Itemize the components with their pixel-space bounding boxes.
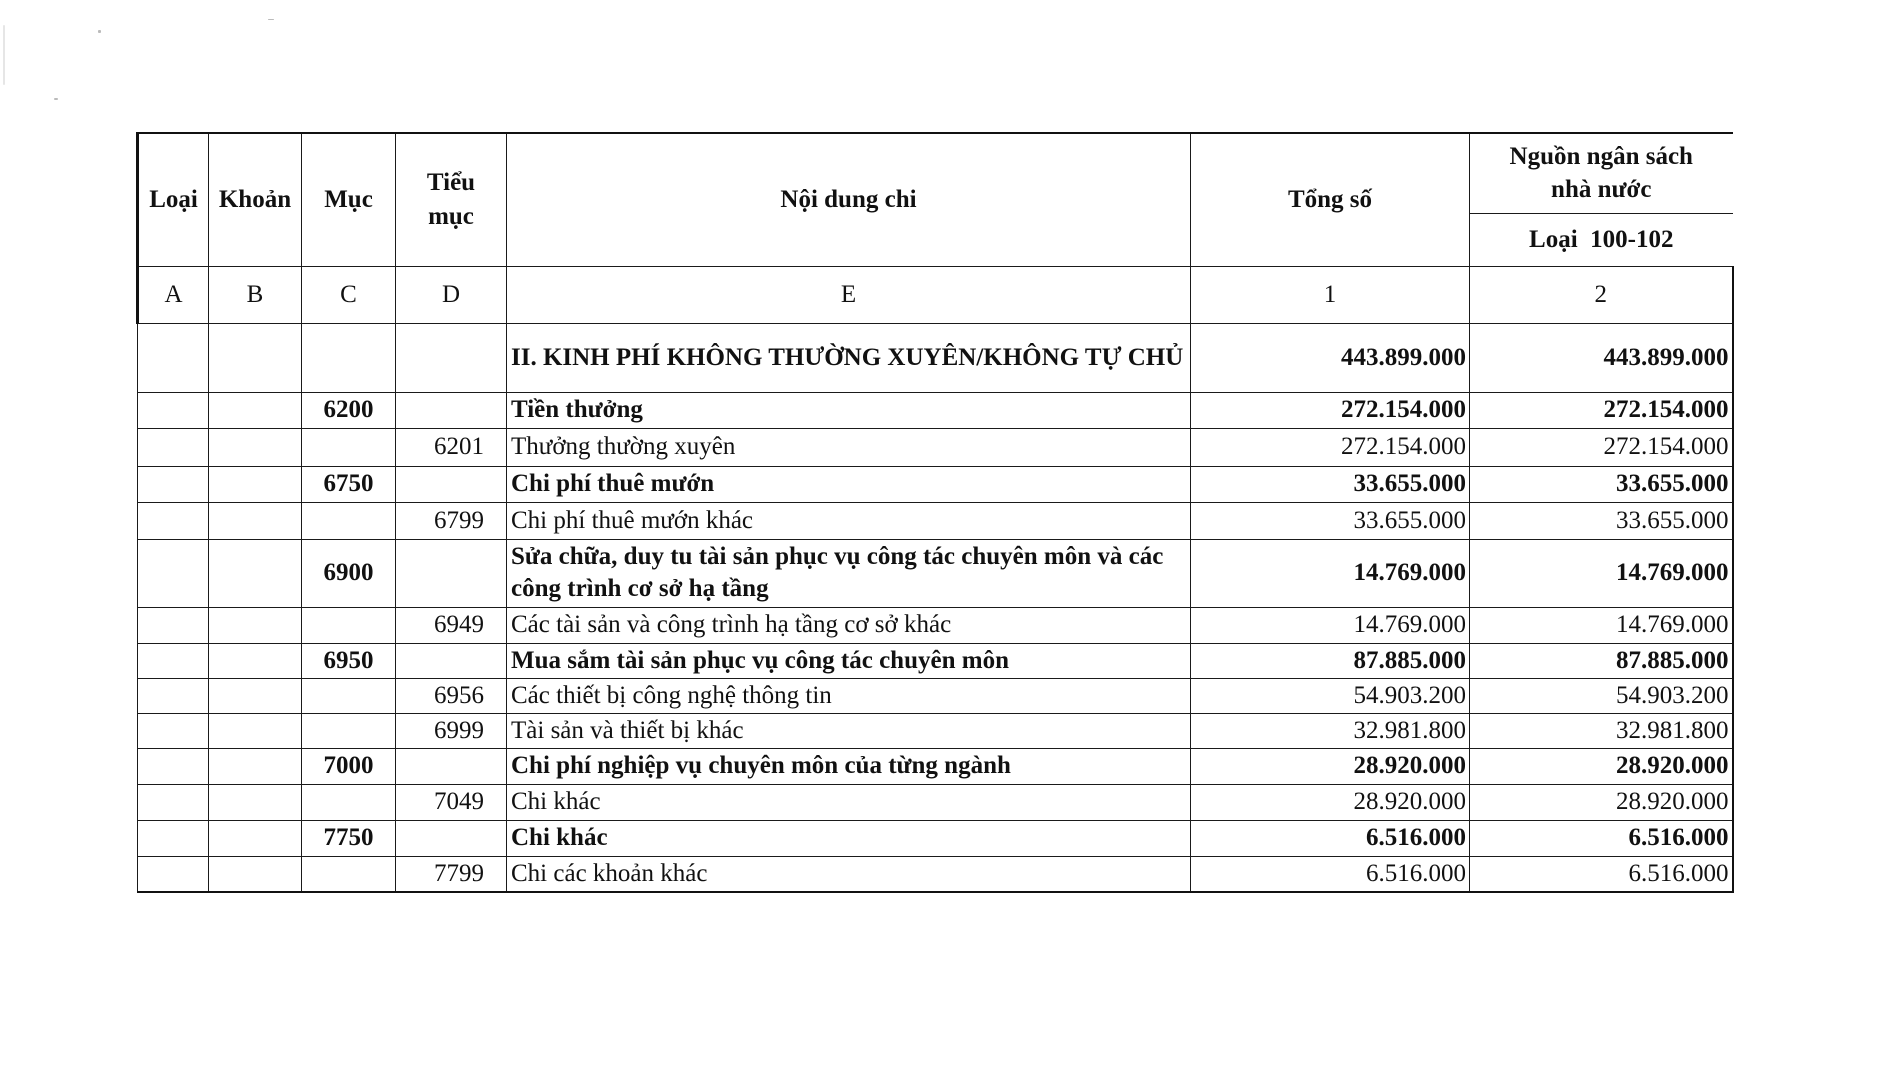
table-row	[138, 502, 1733, 539]
table-row	[138, 713, 1733, 748]
cell-khoan	[209, 856, 302, 892]
cell-loai	[138, 539, 209, 607]
header-loai-100-102	[1470, 213, 1733, 266]
table-row	[138, 539, 1733, 607]
cell-tong-so: 14.769.000	[1191, 607, 1470, 643]
cell-khoan	[209, 428, 302, 466]
table-body	[138, 323, 1733, 892]
cell-noi-dung-chi: Thưởng thường xuyên	[507, 428, 1191, 466]
cell-khoan	[209, 713, 302, 748]
cell-muc: 6950	[302, 643, 396, 678]
cell-nguon-ngan-sach: 6.516.000	[1470, 820, 1733, 856]
cell-tong-so: 6.516.000	[1191, 820, 1470, 856]
cell-tieu-muc	[396, 643, 507, 678]
cell-tong-so: 28.920.000	[1191, 748, 1470, 784]
cell-noi-dung-chi: Tiền thưởng	[507, 392, 1191, 428]
cell-nguon-ngan-sach: 54.903.200	[1470, 678, 1733, 713]
cell-noi-dung-chi: II. KINH PHÍ KHÔNG THƯỜNG XUYÊN/KHÔNG TỰ CHỦ	[507, 323, 1191, 392]
cell-loai	[138, 643, 209, 678]
budget-table-container	[136, 132, 1734, 893]
column-letter-c: C	[302, 266, 396, 323]
cell-noi-dung-chi: Chi khác	[507, 784, 1191, 820]
scan-speck	[98, 30, 101, 33]
cell-loai	[138, 392, 209, 428]
cell-khoan	[209, 678, 302, 713]
cell-tieu-muc: 7049	[396, 784, 507, 820]
column-number-2: 2	[1470, 266, 1733, 323]
cell-muc: 7750	[302, 820, 396, 856]
cell-muc	[302, 678, 396, 713]
cell-noi-dung-chi: Các thiết bị công nghệ thông tin	[507, 678, 1191, 713]
column-letter-d: D	[396, 266, 507, 323]
cell-khoan	[209, 466, 302, 502]
cell-tieu-muc: 6999	[396, 713, 507, 748]
header-muc: Mục	[302, 133, 396, 266]
header-tong-so: Tổng số	[1191, 133, 1470, 266]
cell-tong-so: 6.516.000	[1191, 856, 1470, 892]
column-letter-b: B	[209, 266, 302, 323]
cell-muc	[302, 502, 396, 539]
cell-tong-so: 443.899.000	[1191, 323, 1470, 392]
cell-nguon-ngan-sach: 28.920.000	[1470, 784, 1733, 820]
cell-nguon-ngan-sach: 14.769.000	[1470, 607, 1733, 643]
cell-nguon-ngan-sach: 14.769.000	[1470, 539, 1733, 607]
cell-khoan	[209, 643, 302, 678]
cell-tong-so: 32.981.800	[1191, 713, 1470, 748]
header-noi-dung-chi: Nội dung chi	[507, 133, 1191, 266]
cell-nguon-ngan-sach: 28.920.000	[1470, 748, 1733, 784]
column-letter-a: A	[138, 266, 209, 323]
cell-khoan	[209, 784, 302, 820]
cell-khoan	[209, 539, 302, 607]
table-row	[138, 820, 1733, 856]
cell-tieu-muc: 6201	[396, 428, 507, 466]
cell-loai	[138, 607, 209, 643]
scan-speck	[268, 19, 274, 20]
cell-tieu-muc	[396, 392, 507, 428]
cell-muc	[302, 607, 396, 643]
table-row	[138, 856, 1733, 892]
cell-muc: 6750	[302, 466, 396, 502]
cell-tieu-muc	[396, 323, 507, 392]
cell-tong-so: 87.885.000	[1191, 643, 1470, 678]
cell-nguon-ngan-sach: 33.655.000	[1470, 502, 1733, 539]
cell-nguon-ngan-sach: 32.981.800	[1470, 713, 1733, 748]
cell-muc	[302, 713, 396, 748]
cell-tieu-muc	[396, 466, 507, 502]
cell-tong-so: 54.903.200	[1191, 678, 1470, 713]
cell-tieu-muc	[396, 748, 507, 784]
header-nguon-ngan-sach-label: Nguồn ngân sách nhà nước	[1509, 143, 1693, 204]
cell-muc: 6900	[302, 539, 396, 607]
table-row	[138, 643, 1733, 678]
scan-speck	[3, 25, 5, 85]
cell-tong-so: 28.920.000	[1191, 784, 1470, 820]
cell-noi-dung-chi: Chi các khoản khác	[507, 856, 1191, 892]
scan-speck	[54, 98, 58, 100]
cell-tong-so: 14.769.000	[1191, 539, 1470, 607]
table-row	[138, 428, 1733, 466]
cell-khoan	[209, 323, 302, 392]
cell-noi-dung-chi: Chi khác	[507, 820, 1191, 856]
cell-noi-dung-chi: Sửa chữa, duy tu tài sản phục vụ công tác chuyên môn và các công trình cơ sở hạ tầng	[507, 539, 1191, 607]
table-row	[138, 748, 1733, 784]
budget-table	[136, 132, 1734, 893]
cell-tong-so: 33.655.000	[1191, 466, 1470, 502]
cell-noi-dung-chi: Chi phí thuê mướn khác	[507, 502, 1191, 539]
cell-muc	[302, 856, 396, 892]
cell-loai	[138, 856, 209, 892]
cell-loai	[138, 713, 209, 748]
header-nguon-ngan-sach	[1470, 133, 1733, 213]
cell-tieu-muc: 6949	[396, 607, 507, 643]
cell-loai	[138, 678, 209, 713]
cell-nguon-ngan-sach: 272.154.000	[1470, 428, 1733, 466]
table-row	[138, 466, 1733, 502]
cell-loai	[138, 323, 209, 392]
cell-khoan	[209, 502, 302, 539]
cell-muc	[302, 784, 396, 820]
cell-tieu-muc: 6956	[396, 678, 507, 713]
cell-nguon-ngan-sach: 87.885.000	[1470, 643, 1733, 678]
table-row	[138, 607, 1733, 643]
header-loai: Loại	[138, 133, 209, 266]
cell-loai	[138, 428, 209, 466]
cell-tieu-muc: 7799	[396, 856, 507, 892]
cell-noi-dung-chi: Chi phí nghiệp vụ chuyên môn của từng ngành	[507, 748, 1191, 784]
cell-loai	[138, 466, 209, 502]
cell-tieu-muc	[396, 820, 507, 856]
cell-nguon-ngan-sach: 33.655.000	[1470, 466, 1733, 502]
cell-khoan	[209, 748, 302, 784]
cell-khoan	[209, 820, 302, 856]
header-tieu-muc	[396, 133, 507, 266]
cell-nguon-ngan-sach: 272.154.000	[1470, 392, 1733, 428]
cell-loai	[138, 820, 209, 856]
cell-muc: 7000	[302, 748, 396, 784]
header-loai-100-102-label: Loại 100-102	[1529, 225, 1674, 253]
table-row	[138, 392, 1733, 428]
cell-noi-dung-chi: Chi phí thuê mướn	[507, 466, 1191, 502]
cell-khoan	[209, 392, 302, 428]
cell-noi-dung-chi: Các tài sản và công trình hạ tầng cơ sở khác	[507, 607, 1191, 643]
cell-noi-dung-chi: Mua sắm tài sản phục vụ công tác chuyên môn	[507, 643, 1191, 678]
cell-tong-so: 33.655.000	[1191, 502, 1470, 539]
table-row	[138, 784, 1733, 820]
cell-khoan	[209, 607, 302, 643]
cell-nguon-ngan-sach: 443.899.000	[1470, 323, 1733, 392]
header-khoan: Khoản	[209, 133, 302, 266]
cell-loai	[138, 748, 209, 784]
cell-nguon-ngan-sach: 6.516.000	[1470, 856, 1733, 892]
column-number-1: 1	[1191, 266, 1470, 323]
cell-tieu-muc: 6799	[396, 502, 507, 539]
cell-tong-so: 272.154.000	[1191, 392, 1470, 428]
cell-tieu-muc	[396, 539, 507, 607]
column-letter-e: E	[507, 266, 1191, 323]
cell-loai	[138, 502, 209, 539]
cell-loai	[138, 784, 209, 820]
header-tieu-muc-label: Tiểu mục	[426, 168, 476, 230]
table-row	[138, 678, 1733, 713]
cell-noi-dung-chi: Tài sản và thiết bị khác	[507, 713, 1191, 748]
cell-tong-so: 272.154.000	[1191, 428, 1470, 466]
cell-muc: 6200	[302, 392, 396, 428]
cell-muc	[302, 428, 396, 466]
cell-muc	[302, 323, 396, 392]
table-row	[138, 323, 1733, 392]
